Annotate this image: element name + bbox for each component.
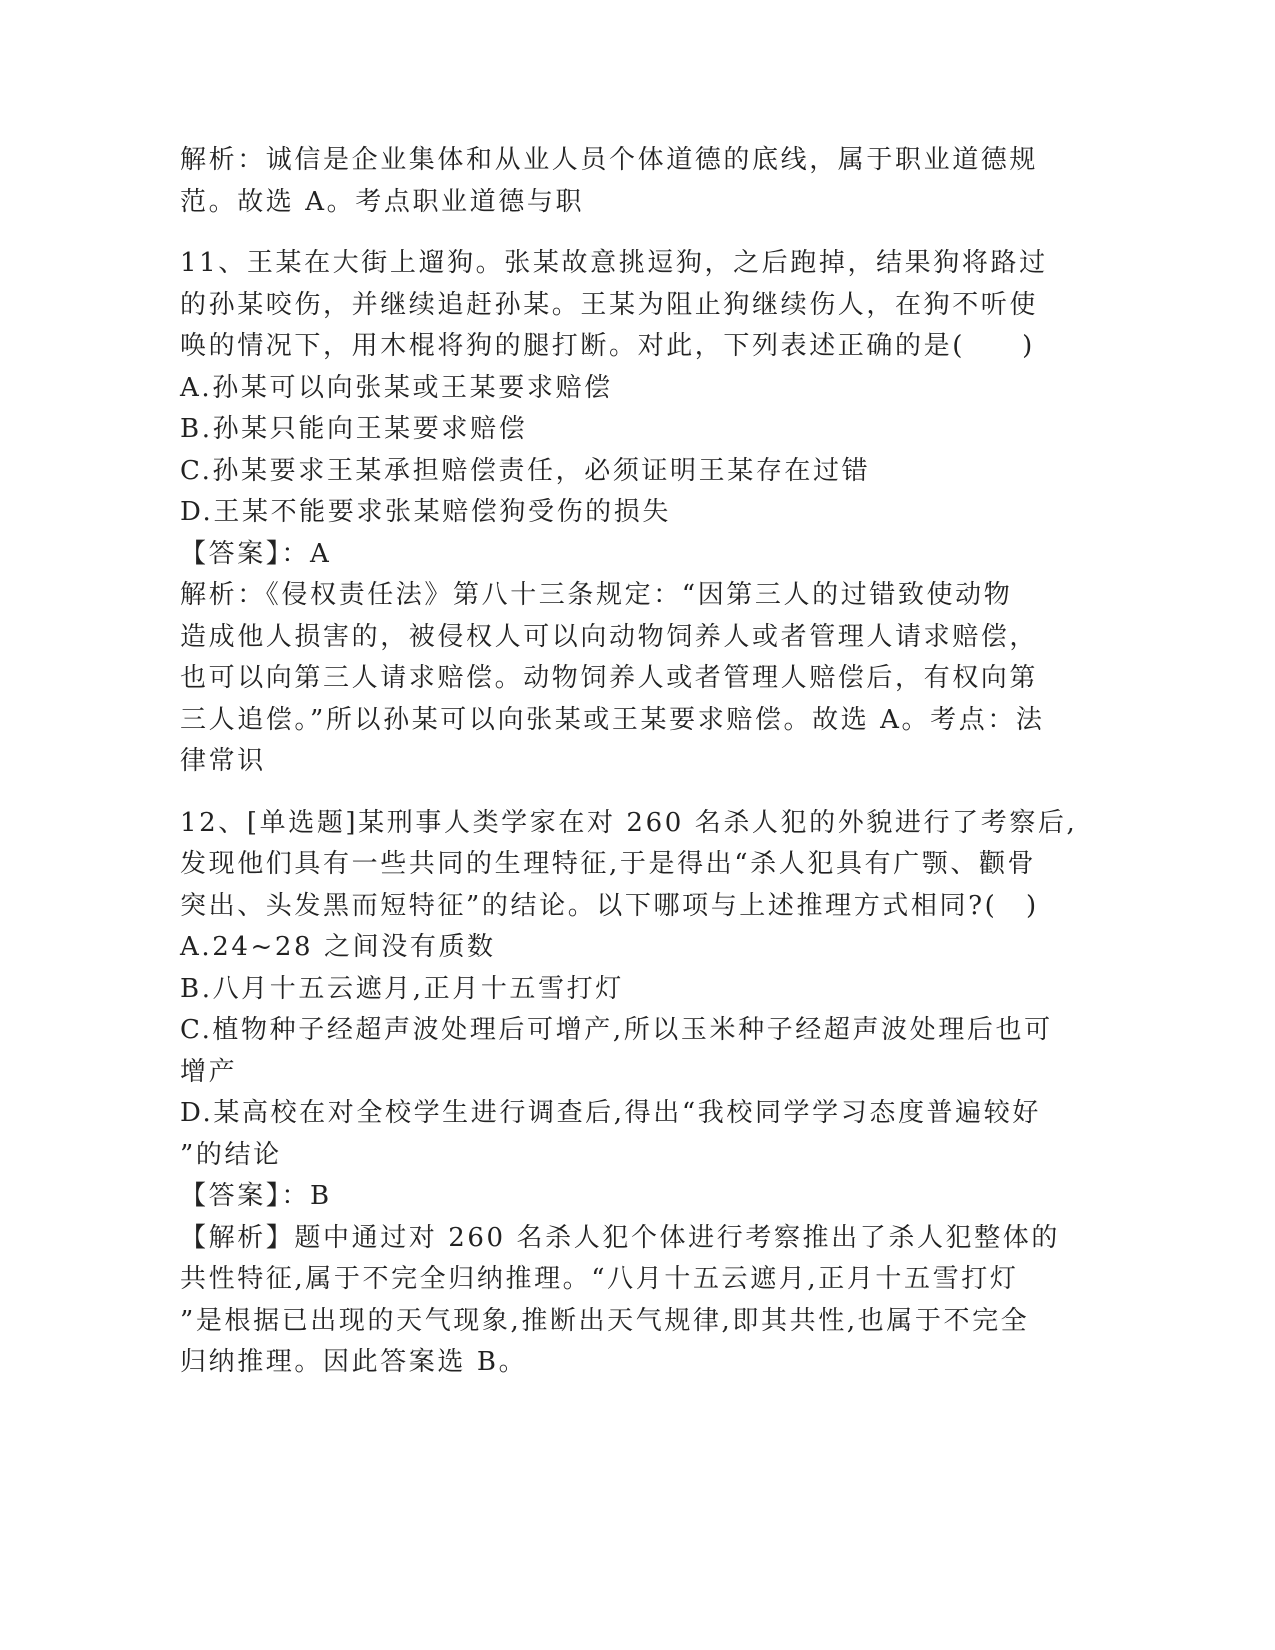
- option-d-continued: ”的结论: [180, 1139, 282, 1170]
- answer-line: 【答案】：B: [180, 1181, 332, 1211]
- answer-line: 【答案】：A: [180, 538, 332, 569]
- question-10-analysis-tail: [180, 140, 1060, 223]
- question-stem-line: 12、[单选题]某刑事人类学家在对 260 名杀人犯的外貌进行了考察后,: [180, 807, 1078, 838]
- option-d: D.王某不能要求张某赔偿狗受伤的损失: [180, 497, 671, 527]
- document-page: [180, 140, 1078, 1384]
- question-stem-line: 突出、头发黑而短特征”的结论。以下哪项与上述推理方式相同?( ): [180, 890, 1039, 921]
- question-stem-line: 的孙某咬伤，并继续追赶孙某。王某为阻止狗继续伤人，在狗不听使: [180, 289, 1039, 320]
- option-b: B.孙某只能向王某要求赔偿: [180, 414, 528, 444]
- analysis-line: 【解析】题中通过对 260 名杀人犯个体进行考察推出了杀人犯整体的: [180, 1222, 1060, 1253]
- option-c-continued: 增产: [180, 1056, 238, 1087]
- question-stem-line: 11、王某在大街上遛狗。张某故意挑逗狗，之后跑掉，结果狗将路过: [180, 248, 1048, 278]
- option-a: A.24~28 之间没有质数: [180, 932, 496, 962]
- question-12: [180, 803, 1078, 1384]
- analysis-line: 归纳推理。因此答案选 B。: [180, 1347, 528, 1377]
- analysis-line: 解析：诚信是企业集体和从业人员个体道德的底线，属于职业道德规: [180, 145, 1039, 175]
- paragraph-gap: [180, 783, 1060, 803]
- option-a: A.孙某可以向张某或王某要求赔偿: [180, 372, 613, 403]
- analysis-line: ”是根据已出现的天气现象,推断出天气规律,即其共性,也属于不完全: [180, 1305, 1030, 1336]
- analysis-line: 也可以向第三人请求赔偿。动物饲养人或者管理人赔偿后，有权向第: [180, 663, 1039, 693]
- analysis-line: 三人追偿。”所以孙某可以向张某或王某要求赔偿。故选 A。考点：法: [180, 704, 1045, 735]
- question-stem-line: 发现他们具有一些共同的生理特征,于是得出“杀人犯具有广颚、颧骨: [180, 849, 1037, 879]
- paragraph-gap: [180, 223, 1060, 243]
- option-d: D.某高校在对全校学生进行调查后,得出“我校同学学习态度普遍较好: [180, 1098, 1041, 1128]
- analysis-line: 造成他人损害的，被侵权人可以向动物饲养人或者管理人请求赔偿，: [180, 621, 1039, 652]
- option-c: C.植物种子经超声波处理后可增产,所以玉米种子经超声波处理后也可: [180, 1015, 1053, 1045]
- analysis-line: 范。故选 A。考点职业道德与职: [180, 186, 585, 217]
- option-b: B.八月十五云遮月,正月十五雪打灯: [180, 973, 624, 1004]
- question-11: [180, 243, 1060, 783]
- analysis-line: 解析：《侵权责任法》第八十三条规定：“因第三人的过错致使动物: [180, 580, 1013, 610]
- question-stem-line: 唤的情况下，用木棍将狗的腿打断。对此，下列表述正确的是( ): [180, 331, 1035, 361]
- option-c: C.孙某要求王某承担赔偿责任，必须证明王某存在过错: [180, 455, 871, 486]
- analysis-line: 共性特征,属于不完全归纳推理。“八月十五云遮月,正月十五雪打灯: [180, 1264, 1019, 1294]
- analysis-line: 律常识: [180, 746, 266, 776]
